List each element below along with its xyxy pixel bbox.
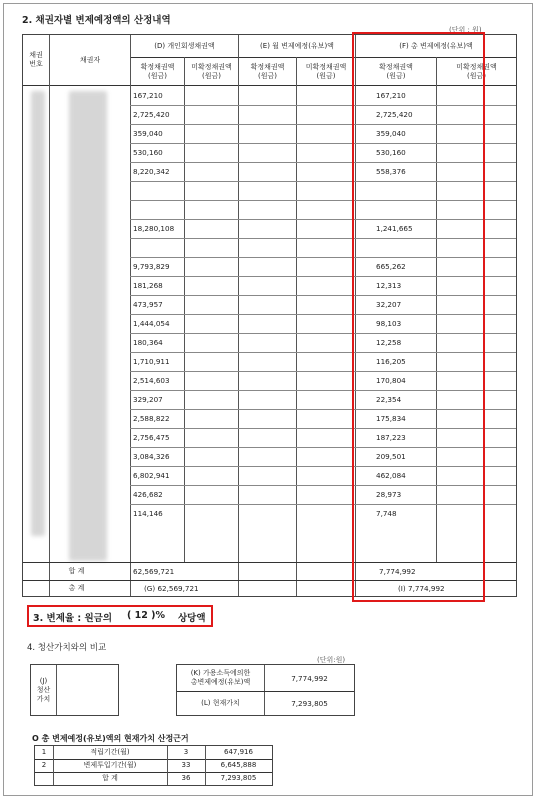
f-confirmed-value: 7,748 [376,509,397,518]
f-confirmed-value: 1,241,665 [376,224,413,233]
subtotal-label: 합 계 [68,566,85,575]
total-label: 총 계 [68,584,85,592]
d-confirmed-value: 114,146 [133,509,163,518]
f-confirmed-value: 530,160 [376,148,406,157]
d-confirmed-value: 2,588,822 [133,414,170,423]
calc-months: 33 [181,761,191,769]
f-confirmed-value: 175,834 [376,414,406,423]
calc-label: 적립기간(월) [90,748,130,756]
total-d-value: (G) 62,569,721 [144,584,199,593]
f-confirmed-value: 462,084 [376,471,406,480]
header-d-unconfirmed: 미확정채권액 (원금) [191,62,232,80]
calc-col-line [53,746,54,785]
header-group-d: (D) 개인회생채권액 [154,41,215,50]
d-confirmed-value: 359,040 [133,129,163,138]
d-confirmed-value: 181,268 [133,281,163,290]
header-creditor: 채권자 [79,55,101,64]
header-e-confirmed: 확정채권액 (원금) [250,62,285,80]
section4-unit: (단위:원) [317,656,346,664]
f-confirmed-value: 558,376 [376,167,406,176]
f-confirmed-value: 32,207 [376,300,402,309]
d-confirmed-value: 2,725,420 [133,110,170,119]
d-confirmed-value: 329,207 [133,395,163,404]
calc-no: 1 [41,748,47,756]
section4-title: 4. 청산가치와의 비교 [27,643,107,653]
liquidation-label: (J) 청산 가치 [36,676,51,703]
unit-label: (단위 : 원) [449,26,482,34]
header-f-confirmed: 확정채권액 (원금) [379,62,413,80]
d-confirmed-value: 1,710,911 [133,357,170,366]
header-e-unconfirmed: 미확정채권액 (원금) [305,62,347,80]
d-confirmed-value: 6,802,941 [133,471,170,480]
d-confirmed-value: 426,682 [133,490,163,499]
d-confirmed-value: 2,514,603 [133,376,170,385]
f-confirmed-value: 12,313 [376,281,402,290]
d-confirmed-value: 8,220,342 [133,167,170,176]
calc-label: 변제투입기간(월) [83,761,137,769]
d-confirmed-value: 167,210 [133,91,163,100]
l-label: (L) 현재가치 [201,699,240,707]
d-confirmed-value: 9,793,829 [133,262,170,271]
calc-col-line [167,746,168,785]
d-confirmed-value: 2,756,475 [133,433,170,442]
present-value-table [34,745,273,786]
calc-no: 2 [41,761,47,769]
highlight-total-column [352,32,485,602]
d-confirmed-value: 473,957 [133,300,163,309]
d-confirmed-value: 1,444,054 [133,319,170,328]
repayment-rate-prefix: 3. 변제율 : 원금의 [33,613,113,624]
f-confirmed-value: 665,262 [376,262,406,271]
repayment-rate-value: ( 12 )% [127,610,166,621]
f-confirmed-value: 22,354 [376,395,402,404]
f-confirmed-value: 167,210 [376,91,406,100]
f-confirmed-value: 98,103 [376,319,402,328]
total-f-value: (I) 7,774,992 [398,584,445,593]
liquidation-box [30,664,119,716]
repayment-rate-suffix: 상당액 [178,613,206,624]
comparison-table [176,664,355,716]
f-confirmed-value: 187,223 [376,433,406,442]
f-confirmed-value: 28,973 [376,490,402,499]
section2-title: 2. 채권자별 변제예정액의 산정내역 [22,15,171,26]
calc-amount: 6,645,888 [220,761,257,769]
section5-title: O 총 변제예정(유보)액의 현재가치 산정근거 [32,734,189,743]
k-label: (K) 가용소득에의한 총변제예정(유보)액 [190,669,251,686]
header-d-confirmed: 확정채권액 (원금) [140,62,175,80]
f-confirmed-value: 12,258 [376,338,402,347]
calc-amount: 647,916 [224,748,253,756]
k-value: 7,774,992 [291,673,328,683]
f-confirmed-value: 359,040 [376,129,406,138]
header-group-e: (E) 월 변제예정(유보)액 [260,41,334,50]
calc-no [35,772,53,785]
d-confirmed-value: 180,364 [133,338,163,347]
subtotal-f-value: 7,774,992 [379,567,416,576]
f-confirmed-value: 116,205 [376,357,406,366]
f-confirmed-value: 209,501 [376,452,406,461]
header-f-unconfirmed: 미확정채권액 (원금) [456,62,497,80]
d-confirmed-value: 3,084,326 [133,452,170,461]
d-confirmed-value: 18,280,108 [133,224,175,233]
calc-col-line [205,746,206,785]
calc-months: 3 [183,748,189,756]
subtotal-d-value: 62,569,721 [133,567,175,576]
calc-label: 합 계 [102,774,118,782]
calc-months: 36 [181,774,191,782]
d-confirmed-value: 530,160 [133,148,163,157]
header-no: 채권 번호 [29,51,43,68]
f-confirmed-value: 2,725,420 [376,110,413,119]
header-group-f: (F) 총 변제예정(유보)액 [399,41,473,50]
f-confirmed-value: 170,804 [376,376,406,385]
calc-amount: 7,293,805 [220,774,257,782]
l-value: 7,293,805 [291,699,328,708]
